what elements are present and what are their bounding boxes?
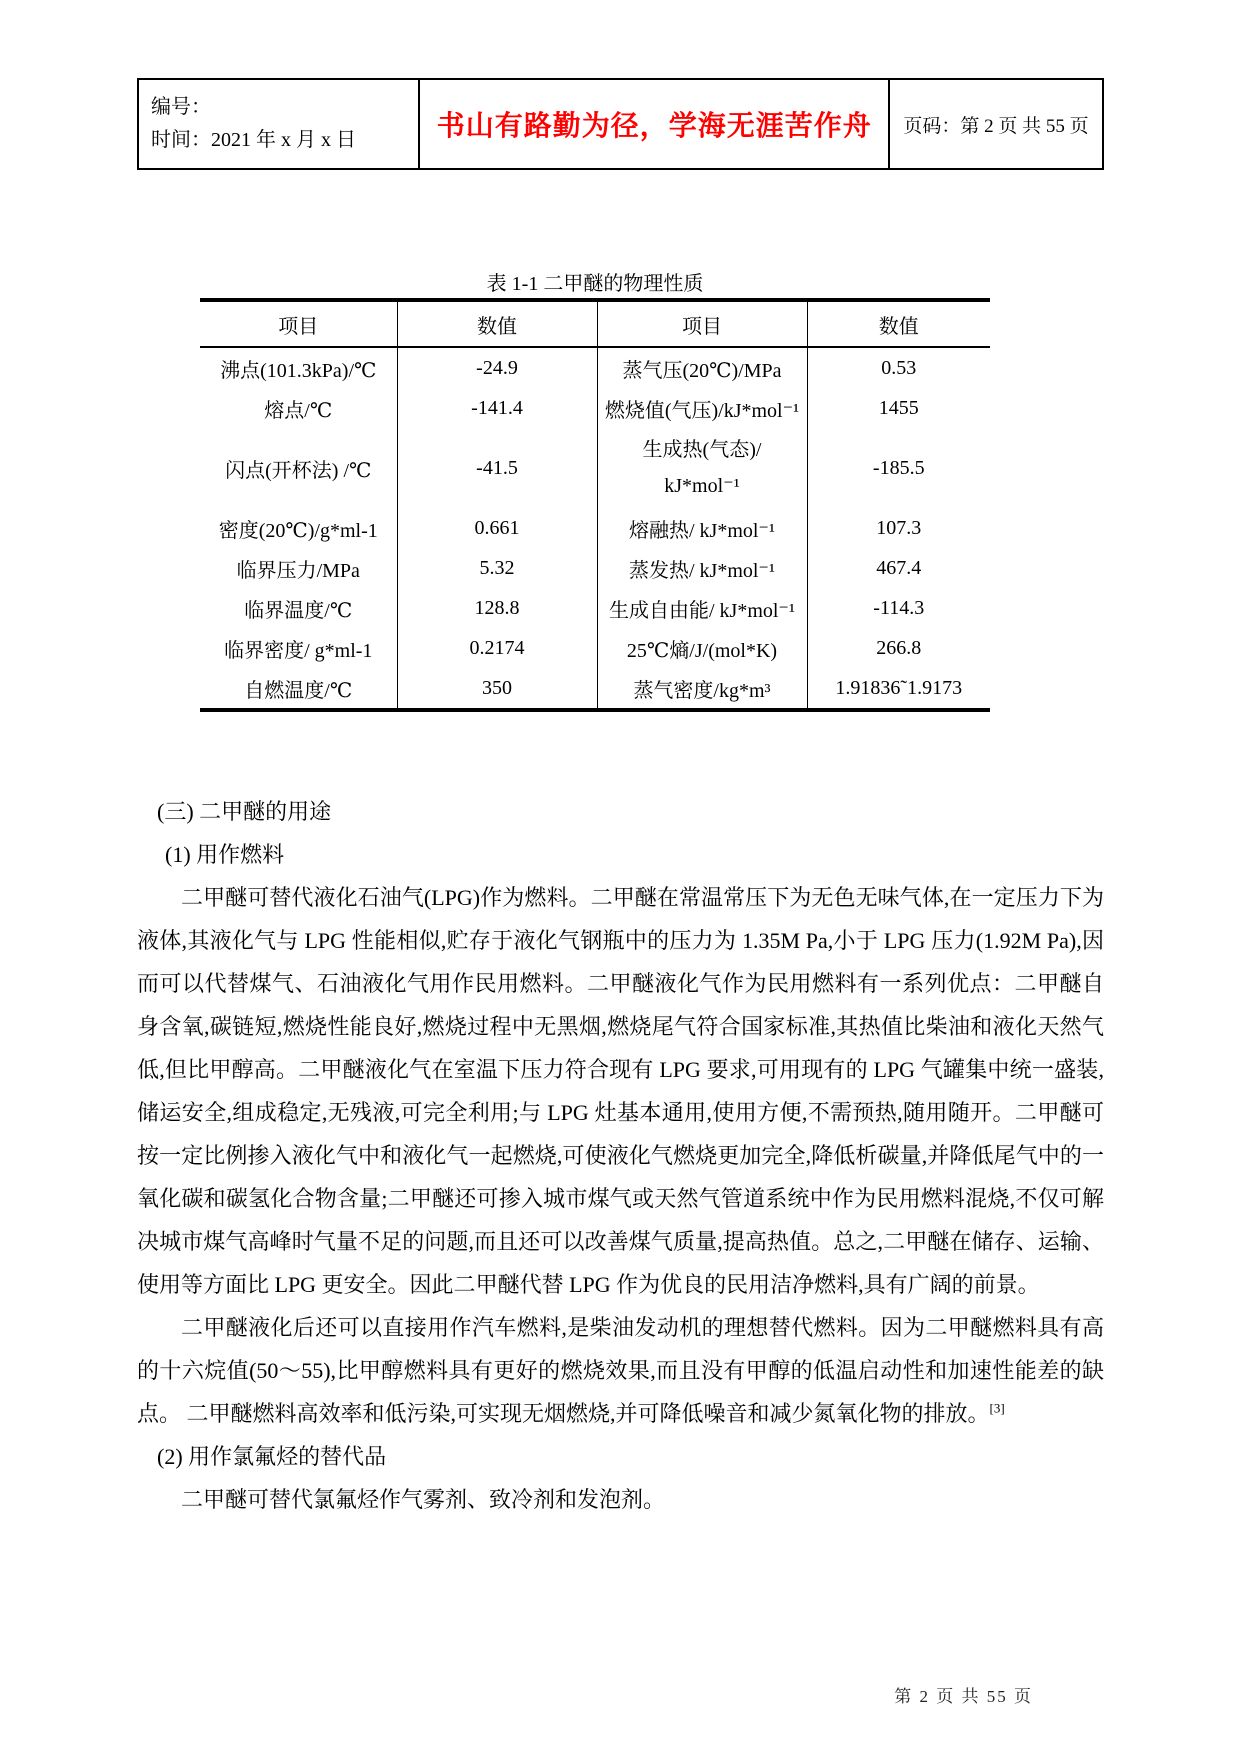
- property-name-cell: 燃烧值(气压)/kJ*mol⁻¹: [597, 388, 807, 428]
- property-value-cell: 0.53: [807, 347, 990, 388]
- property-name-cell: 自燃温度/℃: [244, 679, 353, 702]
- table-row: [200, 588, 990, 628]
- property-value-cell: -41.5: [397, 428, 597, 508]
- table-header-row: [200, 300, 990, 347]
- property-value-cell: 350: [397, 668, 597, 710]
- property-value-cell: 107.3: [807, 508, 990, 548]
- citation-ref: [3]: [989, 1400, 1005, 1416]
- table-row: [200, 388, 990, 428]
- property-name-cell: 沸点(101.3kPa)/℃: [220, 359, 377, 382]
- column-header: 项目: [200, 300, 397, 347]
- property-value-cell: -114.3: [807, 588, 990, 628]
- property-value-cell: 1.91836˜1.9173: [807, 668, 990, 710]
- subsection-heading-fuel: (1) 用作燃料: [165, 842, 285, 867]
- table-row: [200, 508, 990, 548]
- header-motto: 书山有路勤为径，学海无涯苦作舟: [436, 111, 872, 142]
- property-value-cell: 1455: [807, 388, 990, 428]
- doc-number-label: 编号：: [151, 96, 211, 118]
- property-name-cell: 25℃熵/J/(mol*K): [597, 628, 807, 668]
- column-header: 数值: [397, 300, 597, 347]
- property-name-cell: 密度(20℃)/g*ml-1: [218, 519, 378, 542]
- header-page-label: 页码：第 2 页 共 55 页: [903, 115, 1089, 137]
- property-name-cell: 生成自由能/ kJ*mol⁻¹: [597, 588, 807, 628]
- paragraph-cfc: 二甲醚可替代氯氟烃作气雾剂、致冷剂和发泡剂。: [181, 1487, 666, 1512]
- column-header: 数值: [807, 300, 990, 347]
- paragraph-fuel-2: [137, 1306, 1104, 1435]
- table-row: [200, 668, 990, 710]
- property-value-cell: 128.8: [397, 588, 597, 628]
- property-value-cell: 0.661: [397, 508, 597, 548]
- column-header: 项目: [597, 300, 807, 347]
- property-name-cell: 生成热(气态)/ kJ*mol⁻¹: [597, 428, 807, 508]
- property-value-cell: -141.4: [397, 388, 597, 428]
- property-value-cell: 5.32: [397, 548, 597, 588]
- subsection-heading-cfc: (2) 用作氯氟烃的替代品: [157, 1444, 387, 1469]
- header-left-cell: [139, 80, 418, 168]
- property-value-cell: 266.8: [807, 628, 990, 668]
- table-row: [200, 628, 990, 668]
- property-value-cell: -185.5: [807, 428, 990, 508]
- section-heading-uses: (三) 二甲醚的用途: [157, 799, 332, 824]
- property-name-cell: 熔点/℃: [264, 399, 333, 422]
- property-name-cell: 临界压力/MPa: [236, 559, 360, 582]
- property-value-cell: 467.4: [807, 548, 990, 588]
- header-page-cell: [890, 80, 1102, 168]
- page-footer: 第 2 页 共 55 页: [894, 1687, 1033, 1706]
- table-row: [200, 347, 990, 388]
- property-name-cell: 闪点(开杯法) /℃: [225, 459, 372, 482]
- property-name-cell: 蒸发热/ kJ*mol⁻¹: [597, 548, 807, 588]
- paragraph-fuel-1: 二甲醚可替代液化石油气(LPG)作为燃料。二甲醚在常温常压下为无色无味气体,在一定压力下为液体,其液化气与 LPG 性能相似,贮存于液化气钢瓶中的压力为 1.35M Pa,小于 LPG 压力(1.92M Pa),因而可以代替煤气、石油液化气用作民用燃料。二甲醚液化气作为民用燃料有一系列优点：二甲醚自身含氧,碳链短,燃烧性能良好,燃烧过程中无黑烟,燃烧尾气符合国家标准,其热值比柴油和液化天然气低,但比甲醇高。二甲醚液化气在室温下压力符合现有 LPG 要求,可用现有的 LPG 气罐集中统一盛装,储运安全,组成稳定,无残液,可完全利用;与 LPG 灶基本通用,使用方便,不需预热,随用随开。二甲醚可按一定比例掺入液化气中和液化气一起燃烧,可使液化气燃烧更加完全,降低析碳量,并降低尾气中的一氧化碳和碳氢化合物含量;二甲醚还可掺入城市煤气或天然气管道系统中作为民用燃料混烧,不仅可解决城市煤气高峰时气量不足的问题,而且还可以改善煤气质量,提高热值。总之,二甲醚在储存、运输、使用等方面比 LPG 更安全。因此二甲醚代替 LPG 作为优良的民用洁净燃料,具有广阔的前景。: [137, 885, 1104, 1297]
- property-name-cell: 熔融热/ kJ*mol⁻¹: [597, 508, 807, 548]
- paragraph-fuel-2-text: 二甲醚液化后还可以直接用作汽车燃料,是柴油发动机的理想替代燃料。因为二甲醚燃料具有高的十六烷值(50～55),比甲醇燃料具有更好的燃烧效果,而且没有甲醇的低温启动性和加速性能差的缺点。 二甲醚燃料高效率和低污染,可实现无烟燃烧,并可降低噪音和减少氮氧化物的排放。: [137, 1315, 1104, 1426]
- property-value-cell: 0.2174: [397, 628, 597, 668]
- header-motto-cell: [418, 80, 890, 168]
- table-caption: 表 1-1 二甲醚的物理性质: [486, 273, 704, 295]
- doc-date-label: 时间：2021 年 x 月 x 日: [151, 129, 356, 151]
- table-row: [200, 548, 990, 588]
- properties-table: [200, 298, 990, 712]
- property-name-cell: 蒸气压(20℃)/MPa: [597, 347, 807, 388]
- table-row: [200, 428, 990, 508]
- page-header: [137, 78, 1104, 170]
- property-name-cell: 临界密度/ g*ml-1: [224, 639, 373, 662]
- property-value-cell: -24.9: [397, 347, 597, 388]
- property-name-cell: 蒸气密度/kg*m³: [597, 668, 807, 710]
- property-name-cell: 临界温度/℃: [244, 599, 353, 622]
